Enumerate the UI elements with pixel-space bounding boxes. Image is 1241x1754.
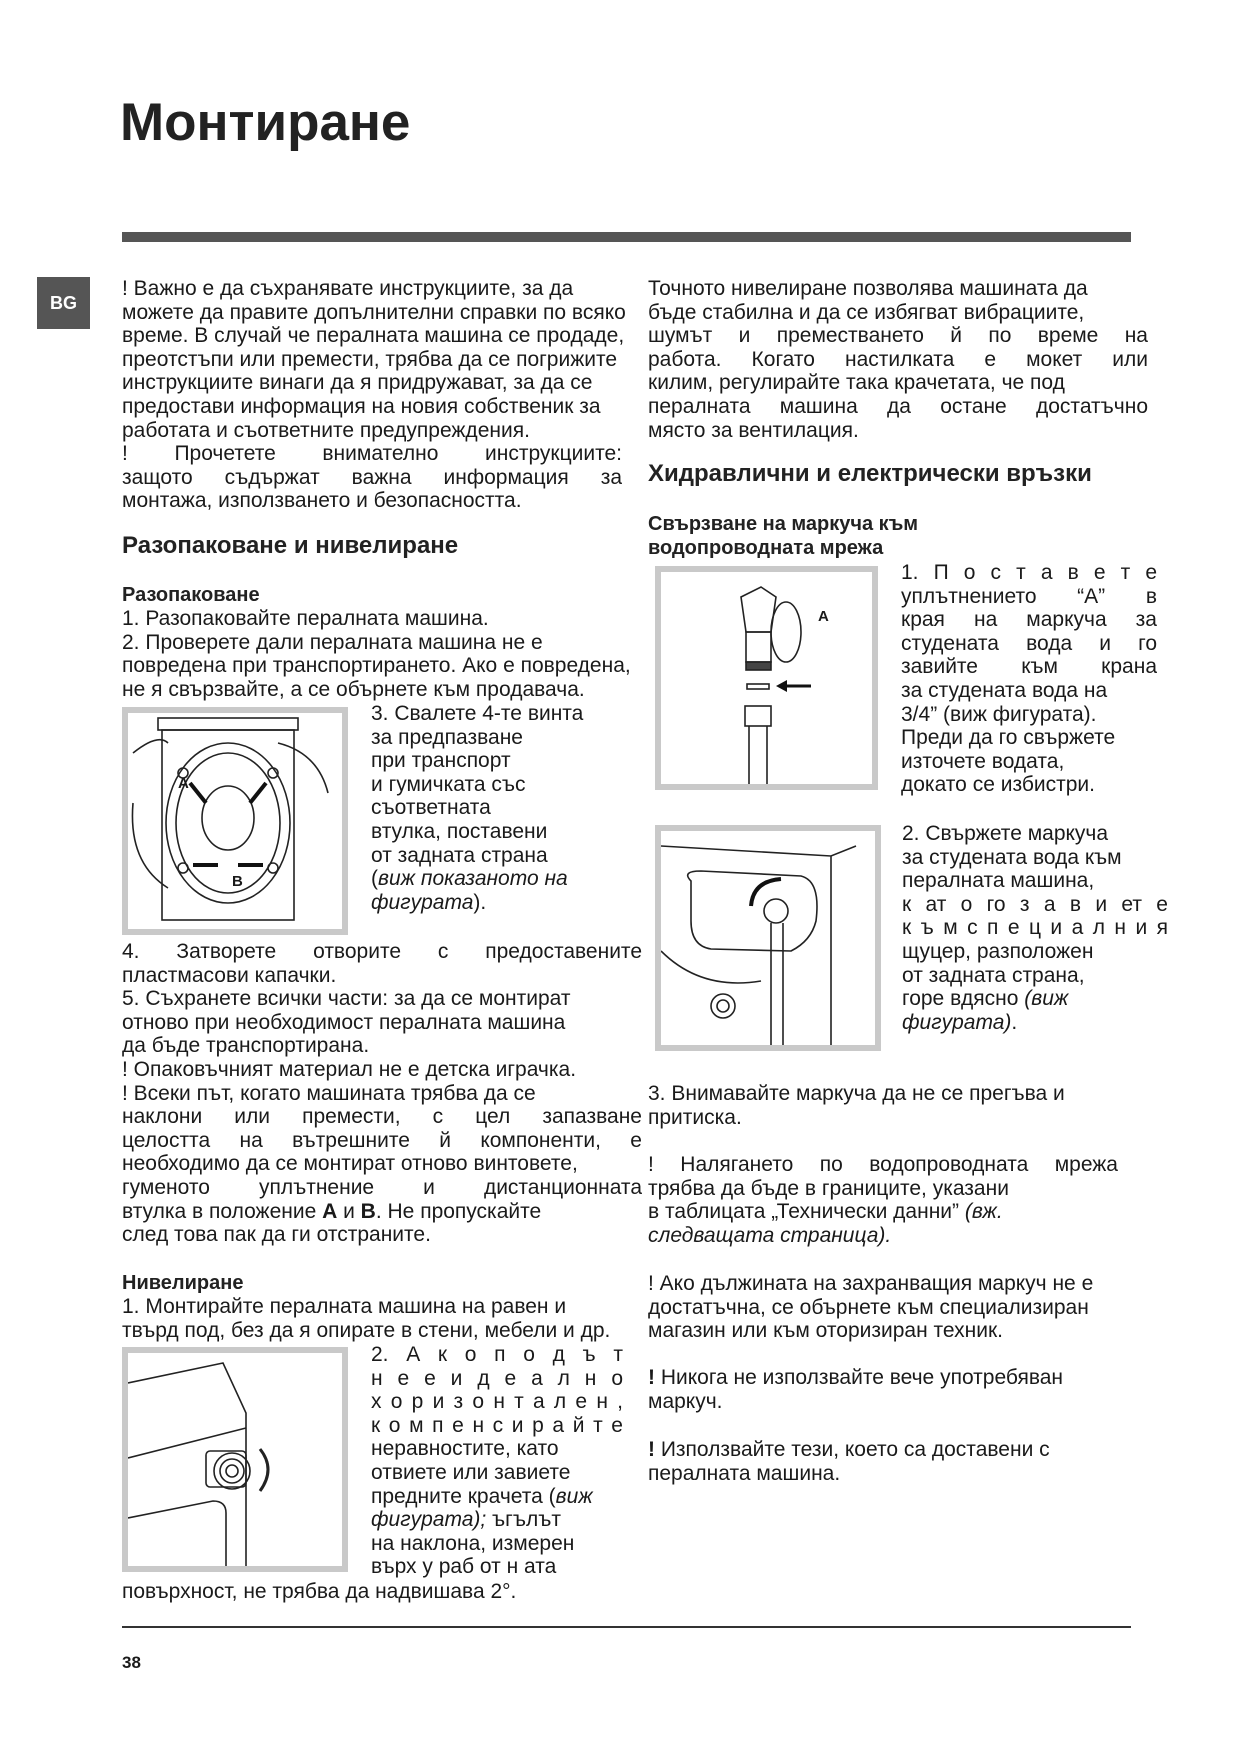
text-line: притиска.: [648, 1105, 742, 1129]
text-line: [648, 1438, 1168, 1462]
text-line: и гумичката със: [371, 772, 526, 796]
text-line: х о р и з о н т а л е н ,: [371, 1390, 623, 1414]
subheading-line: Свързване на маркуча към: [648, 513, 919, 535]
text-segment: фигурата: [371, 890, 474, 914]
text-line: пералната машина,: [902, 869, 1095, 893]
text-line: необходимо да се монтират отново винтовете,: [122, 1152, 578, 1176]
text-line: работата и съответните предупреждения.: [122, 418, 530, 442]
text-line: [122, 1200, 642, 1224]
text-line: пластмасови капачки.: [122, 963, 337, 987]
fig1-label-a: A: [178, 775, 189, 792]
text-line: [648, 1224, 1118, 1248]
text-segment: A: [322, 1199, 338, 1223]
text-segment: следващата страница).: [648, 1223, 892, 1247]
text-line: бъде стабилна и да се избягват вибрациите,: [648, 300, 1085, 324]
note-used-hose: [648, 1366, 1168, 1413]
note-supplied-hoses: [648, 1438, 1168, 1485]
page-number: 38: [122, 1653, 141, 1672]
washing-machine-rear-illustration: [128, 713, 342, 929]
text-line: място за вентилация.: [648, 418, 859, 442]
text-segment: предните крачета (: [371, 1484, 556, 1508]
text-line: уплътнението “A” в: [901, 584, 1157, 608]
section-heading-unpacking-leveling: Разопаковане и нивелиране: [122, 532, 459, 559]
text-line: отвиете или завиете: [371, 1460, 571, 1484]
text-line: за студената вода към: [902, 845, 1122, 869]
text-line: [371, 1508, 623, 1532]
text-line: върх у раб от н ата: [371, 1555, 557, 1579]
subheading-leveling: Нивелиране: [122, 1272, 244, 1294]
subheading-unpacking: Разопаковане: [122, 584, 260, 606]
text-line: достатъчна, се обърнете към специализиран: [648, 1295, 1089, 1319]
adjustable-foot-illustration: [128, 1353, 342, 1566]
text-line: 1. П о с т а в е т е: [901, 561, 1157, 584]
text-line: предостави информация на новия собственик за: [122, 394, 601, 418]
hose-connection-illustration: [661, 831, 875, 1045]
text-line: работа. Когато настилката е мокет или: [648, 347, 1148, 371]
text-line: [648, 1200, 1118, 1224]
leveling-step-2-end: [122, 1580, 642, 1604]
text-line: наклони или премести, с цел запазване: [122, 1105, 642, 1129]
text-line: 2. Проверете дали пералната машина не е: [122, 630, 543, 654]
text-line: к о м п е н с и р а й т е: [371, 1413, 623, 1437]
footer-divider: [122, 1626, 1131, 1628]
fig1-label-b: B: [232, 873, 243, 890]
text-line: повредена при транспортирането. Ако е повредена,: [122, 654, 631, 678]
text-line: [902, 987, 1168, 1011]
text-line: можете да правите допълнителни справки по всяко: [122, 300, 626, 324]
text-line: Преди да го свържете: [901, 726, 1116, 750]
text-line: магазин или към оторизиран техник.: [648, 1319, 1003, 1343]
text-line: 3/4” (виж фигурата).: [901, 702, 1097, 726]
text-segment: Използвайте тези, което са доставени с: [655, 1438, 1050, 1461]
text-line: пералната машина.: [648, 1461, 841, 1485]
text-line: защото съдържат важна информация за: [122, 465, 622, 489]
tap-and-seal-illustration: [661, 572, 872, 784]
text-line: за студената вода на: [901, 678, 1108, 702]
text-line: неравностите, като: [371, 1437, 559, 1461]
text-segment: горе вдясно: [902, 987, 1025, 1011]
text-segment: !: [648, 1438, 655, 1461]
text-line: края на маркуча за: [901, 608, 1157, 632]
text-segment: . Не пропускайте: [375, 1199, 542, 1223]
figure-transport-screws: [122, 707, 348, 935]
text-segment: (вж.: [964, 1200, 1003, 1224]
text-segment: Никога не използвайте вече употребяван: [655, 1366, 1064, 1389]
text-line: 3. Свалете 4-те винта: [371, 702, 584, 725]
text-line: студената вода и го: [901, 631, 1157, 655]
title-divider: [122, 232, 1131, 242]
figure-hose-machine: [655, 825, 881, 1051]
text-line: ! Налягането по водопроводната мрежа: [648, 1153, 1118, 1176]
text-line: втулка, поставени: [371, 819, 548, 843]
unpacking-step-3: [371, 702, 631, 914]
text-line: от задната страна: [371, 843, 548, 867]
text-segment: (виж: [1024, 987, 1069, 1011]
text-line: [371, 867, 631, 891]
text-line: 3. Внимавайте маркуча да не се прегъва и: [648, 1082, 1065, 1105]
text-segment: в таблицата „Технически данни”: [648, 1200, 965, 1224]
leveling-step-2: [371, 1343, 623, 1579]
note-water-pressure: [648, 1153, 1118, 1247]
right-intro-paragraph: [648, 277, 1148, 442]
text-line: 1. Разопаковайте пералната машина.: [122, 607, 489, 630]
language-badge: BG: [37, 277, 90, 329]
text-line: килим, регулирайте така крачетата, че под: [648, 371, 1065, 395]
subheading-hose-connection: [648, 513, 918, 560]
text-line: ! Важно е да съхранявате инструкциите, за да: [122, 277, 574, 300]
unpacking-steps-continued: [122, 940, 642, 1247]
text-segment: и: [337, 1199, 361, 1223]
text-line: пералната машина да остане достатъчно: [648, 394, 1148, 418]
text-line: щуцер, разположен: [902, 939, 1094, 963]
text-line: от задната страна,: [902, 963, 1085, 987]
text-line: ! Всеки път, когато машината трябва да се: [122, 1081, 536, 1105]
page-title: Монтиране: [120, 93, 411, 152]
text-line: монтажа, използването и безопасността.: [122, 489, 522, 513]
text-line: гуменото уплътнение и дистанционната: [122, 1175, 642, 1199]
text-line: да бъде транспортирана.: [122, 1034, 370, 1058]
text-segment: .: [1011, 1010, 1018, 1034]
text-line: Точното нивелиране позволява машината да: [648, 277, 1088, 300]
text-segment: ).: [473, 890, 487, 914]
text-line: к ъ м с п е ц и а л н и я: [902, 916, 1168, 940]
text-line: след това пак да ги отстраните.: [122, 1223, 431, 1247]
figure-adjustable-foot: [122, 1347, 348, 1572]
text-line: маркуч.: [648, 1389, 723, 1413]
text-segment: фигурата);: [371, 1508, 487, 1532]
text-line: 4. Затворете отворите с предоставените: [122, 940, 642, 963]
text-line: [371, 891, 631, 915]
text-line: шумът и преместването й по време на: [648, 324, 1148, 348]
text-line: 2. А к о п о д ъ т: [371, 1343, 623, 1366]
leveling-step-1: [122, 1295, 682, 1342]
hose-step-3: [648, 1082, 1148, 1129]
text-line: съответната: [371, 796, 491, 820]
text-line: твърд под, без да я опирате в стени, мебели и др.: [122, 1318, 611, 1342]
text-line: на наклона, измерен: [371, 1531, 575, 1555]
section-heading-connections: Хидравлични и електрически връзки: [648, 460, 1092, 487]
text-line: за предпазване: [371, 725, 523, 749]
text-line: целостта на вътрешните й компоненти, е: [122, 1128, 642, 1152]
text-segment: ъгълът: [486, 1508, 561, 1532]
text-line: източете водата,: [901, 749, 1065, 773]
text-line: повърхност, не трябва да надвишава 2°.: [122, 1580, 517, 1603]
text-line: докато се избистри.: [901, 773, 1095, 797]
text-line: инструкциите винаги да я придружават, за да се: [122, 371, 593, 395]
text-segment: (: [371, 867, 378, 891]
note-hose-length: [648, 1272, 1168, 1343]
text-segment: втулка в положение: [122, 1199, 323, 1223]
text-line: [902, 1011, 1168, 1035]
text-line: ! Ако дължината на захранващия маркуч не е: [648, 1272, 1094, 1295]
text-line: време. В случай че пералната машина се продаде,: [122, 324, 625, 348]
text-line: н е е и д е а л н о: [371, 1366, 623, 1390]
hose-step-2: [902, 822, 1168, 1034]
text-line: 2. Свържете маркуча: [902, 822, 1109, 845]
text-line: 1. Монтирайте пералната машина на равен и: [122, 1295, 567, 1318]
unpacking-steps: [122, 607, 662, 701]
text-line: ! Опаковъчният материал не е детска играчка.: [122, 1057, 577, 1081]
text-line: завийте към крана: [901, 655, 1157, 679]
text-segment: виж показаното на: [378, 867, 568, 891]
text-line: к ат о го з а в и ет е: [902, 892, 1168, 916]
text-segment: B: [360, 1199, 376, 1223]
fig3-label-a: A: [818, 608, 829, 625]
text-segment: !: [648, 1366, 655, 1389]
text-line: не я свързвайте, а се обърнете към продавача.: [122, 677, 585, 701]
subheading-line: водопроводната мрежа: [648, 536, 884, 559]
text-line: преотстъпи или премести, трябва да се погрижите: [122, 347, 618, 371]
text-line: трябва да бъде в границите, указани: [648, 1176, 1009, 1200]
text-segment: фигурата): [902, 1010, 1012, 1034]
text-line: при транспорт: [371, 749, 511, 773]
text-line: отново при необходимост пералната машина: [122, 1010, 566, 1034]
text-line: [648, 1366, 1168, 1390]
text-line: [371, 1485, 623, 1509]
intro-paragraph: [122, 277, 626, 513]
figure-hose-tap: [655, 566, 878, 790]
text-line: ! Прочетете внимателно инструкциите:: [122, 442, 622, 466]
text-segment: виж: [555, 1484, 593, 1508]
text-line: 5. Съхранете всички части: за да се монтират: [122, 987, 571, 1011]
hose-step-1: [901, 561, 1157, 797]
